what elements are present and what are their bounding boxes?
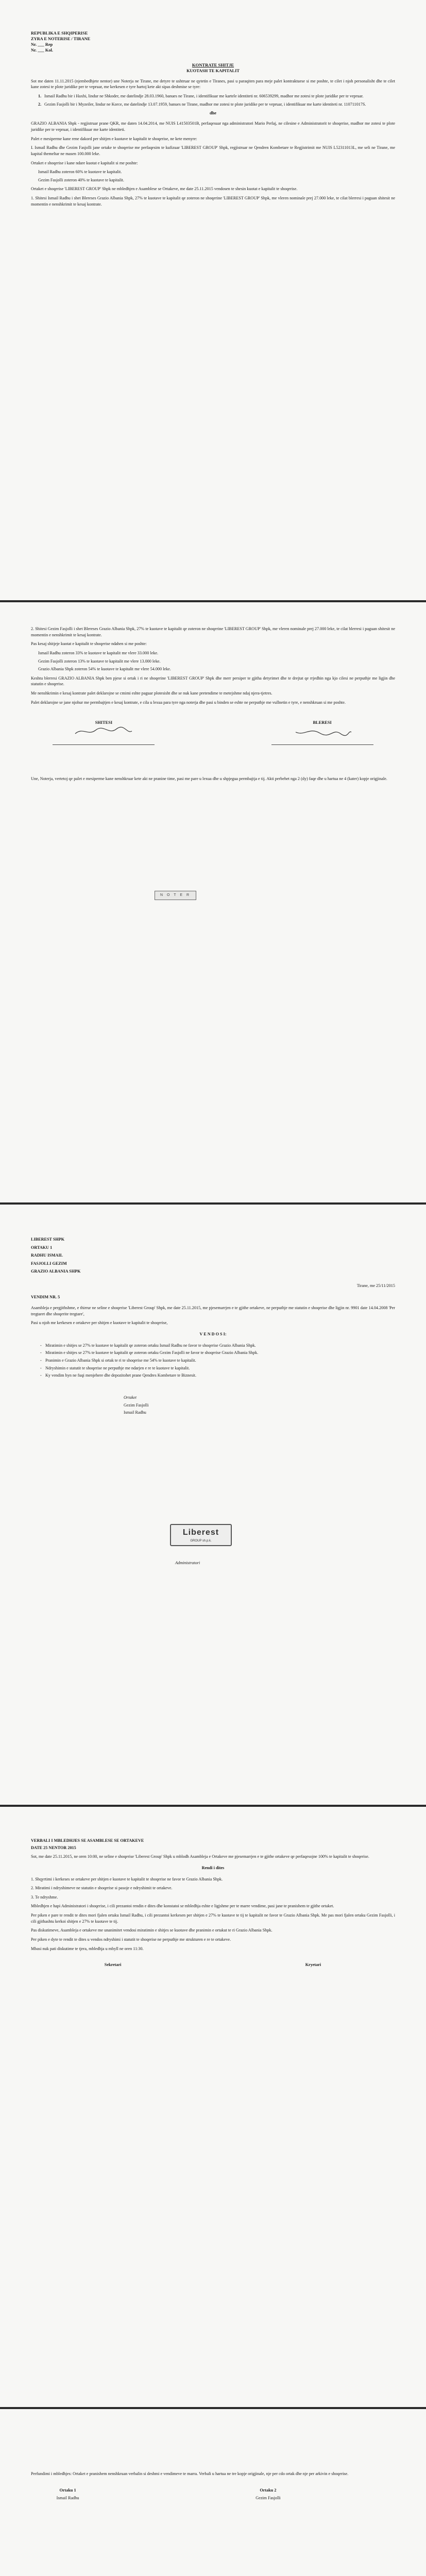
header-line: Nr. ___ Rep [31,42,53,47]
clause-paragraph: I. Ismail Radhu dhe Gezim Fasjolli jane ortake te shoqerise me perfaqesim te kufizuar 'LIBEREST GROUP' Shpk, regjistruar ne Qendren Kombetare te Regjistrimit me NUIS L52311013L, me seli ne Tirane, me kapital themeltar ne masen 100.000 leke. [31,145,395,156]
company-line: FASJOLLI GEZIM [31,1261,67,1266]
header-line: ZYRA E NOTERISE / TIRANE [31,36,91,41]
company-line: ORTAKU 1 [31,1245,53,1250]
company-line: RADHU ISMAIL [31,1253,63,1258]
signature-row [31,720,395,745]
header-line: Nr. ___ Kol. [31,47,53,53]
clause-paragraph: Ortaket e shoqerise 'LIBEREST GROUP' Shpk ne mbledhjen e Asamblese se Ortakeve, me date 25.11.2015 vendosen te shesin kuotat e kapitalit te shoqerise. [31,187,298,192]
buyer-signature-icon [249,726,395,737]
company-stamp-icon: Liberest GROUP sh.p.k. [170,1524,232,1546]
partners-block [124,1394,395,1417]
company-line: GRAZIO ALBANIA SHPK [31,1269,81,1274]
partner-name: Gezim Fasjolli [124,1402,149,1408]
minutes-paragraph: Sot, me date 25.11.2015, ne oren 10:00, ne seline e shoqerise 'Liberest Group' Shpk u mblodh Asambleja e Ortakeve me pjesemarrjen e te gjithe ortakeve qe perfaqesojne 100% te kapitalit te shoqerise. [31,1854,369,1859]
buyer-label: BLERESI [313,720,332,725]
agenda-item: 2. Miratimi i ndryshimeve ne statutin e shoqerise si pasoje e ndryshimit te ortakeve. [31,1886,173,1891]
decision-bullet: - Ndryshimin e statutit te shoqerise ne perputhje me ndarjen e re te kuotave te kapitalit. [40,1365,190,1370]
partner-label: Ortaku 1 [59,2487,76,2493]
document-page-5 [0,2409,426,2576]
clause-paragraph: Keshtu blerresi GRAZIO ALBANIA Shpk ben pjese si ortak i ri ne shoqerine 'LIBEREST GROUP' Shpk dhe merr persiper te gjitha detyrimet dhe te drejtat qe rrjedhin nga kjo cilesi ne perputhje me ligjin dhe statutin e shoqerise. [31,675,395,687]
minutes-paragraph: Per piken e dyte te rendit te dites u vendos ndryshimi i statutit te shoqerise ne perputhje me strukturen e re te ortakeve. [31,1937,231,1942]
party-item: 1. Ismail Radhu bir i Haxhi, lindur ne Shkoder, me datelindje 28.03.1960, banues ne Tirane, i identifikuar me kartele identiteti nr. 606539299, madhor me zotesi te plote juridike per te vepruar. [38,94,364,99]
decision-bullet: - Ky vendim hyn ne fuqi menjehere dhe depozitohet prane Qendres Kombetare te Biznesit. [40,1373,197,1378]
minutes-title: VERBALI I MBLEDHJES SE ASAMBLESE SE ORTAKEVE [31,1838,144,1843]
minutes-paragraph: Mbasi nuk pati diskutime te tjera, mbledhja u mbyll ne oren 11:30. [31,1946,144,1951]
and-label: dhe [209,111,217,116]
minutes-date: DATE 25 NENTOR 2015 [31,1845,76,1850]
clause-paragraph: Grazio Albania Shpk zoteron 54% te kuotave te kapitalit me vlere 54.000 leke. [38,667,171,672]
buyer-paragraph: GRAZIO ALBANIA Shpk - regjistruar prane QKR, me daten 14.04.2014, me NUIS L41503501B, perfaqesuar nga administratori Mario Perlaj, ne cilesine e Administratorit te shoqerise, madhor me zotesi te plote juridike per te vepruar, i identifikuar me karte identiteti. [31,121,395,132]
notary-stamp-icon: N O T E R [155,891,196,900]
minutes-paragraph: Mbledhjen e hapi Administratori i shoqerise, i cili prezantoi rendin e dites dhe konstatoi se mbledhja eshte e ligjshme per te marre vendime, pasi jane te pranishem te gjithe ortaket. [31,1904,334,1909]
agenda-title: Rendi i dites [201,1865,225,1870]
partner-name: Gezim Fasjolli [255,2496,281,2501]
decision-bullet: - Pranimin e Grazio Albania Shpk si ortak te ri te shoqerise me 54% te kuotave te kapitalit. [40,1358,196,1363]
document-page-2 [0,602,426,1202]
clause-paragraph: Palet deklarojne se jane njohur me permbajtjen e kesaj kontrate, e cila u lexua para tyre nga noterja dhe pasi u binden se eshte ne perputhje me vullnetin e tyre, e nenshkruan si me poshte. [31,700,346,705]
document-page-3 [0,1205,426,1805]
company-line: LIBEREST SHPK [31,1237,65,1242]
signature-row [31,1962,395,1968]
contract-title: KONTRATE SHITJE [192,62,234,67]
seller-signature-icon [31,726,177,737]
decision-paragraph: Pasi u njoh me kerkesen e ortakeve per shitjen e kuotave te kapitalit te shoqerise, [31,1320,168,1326]
intro-paragraph: Sot me daten 11.11.2015 (njembedhjete nentor) une Noterja ne Tirane, me detyre te ushtruar ne qytetin e Tiranes, pasi u paraqiten para meje palet kontraktuese si me poshte, te cilet i njoh personalisht dhe te cilet kane zotesi te plote juridike per te vepruar, me kerkesen e tyre hartoj kete akt sipas deshmise se tyre: [31,78,395,90]
clause-paragraph: Ortaket e shoqerise i kane ndare kuotat e kapitalit si me poshte: [31,160,138,165]
company-block [31,1235,395,1276]
clause-paragraph: 2. Shitesi Gezim Fasjolli i shet Blereses Grazio Albania Shpk, 27% te kuotave te kapitalit qe zoteron ne shoqerine 'LIBEREST GROUP' Shpk, me vleren nominale prej 27.000 leke, te cilat blerresi i paguan shitesit ne momentin e nenshkrimit te kesaj kontrate. [31,626,395,637]
document-page-4 [0,1807,426,2407]
clause-paragraph: 1. Shitesi Ismail Radhu i shet Blereses Grazio Albania Shpk, 27% te kuotave te kapitalit qe zoteron ne shoqerine 'LIBEREST GROUP' Shpk, me vleren nominale prej 27.000 leke, te cilat blerresi i paguan shitesit ne momentin e nenshkrimit te kesaj kontrate. [31,196,395,207]
chairman-label: Kryetari [305,1962,321,1968]
document-header [31,31,395,54]
decision-bullet: - Miratimin e shitjes se 27% te kuotave te kapitalit qe zoteron ortaku Gezim Fasjolli ne favor te shoqerise Grazio Albania Shpk. [40,1350,259,1355]
clause-paragraph: Me nenshkrimin e kesaj kontrate palet deklarojne se cmimi eshte paguar plotesisht dhe se nuk kane pretendime te metejshme ndaj njera-tjetres. [31,691,272,696]
decision-number: VENDIM NR. 5 [31,1294,60,1299]
administrator-label: Administratori [175,1561,200,1565]
clause-paragraph: Palet e mesiperme kane rene dakord per shitjen e kuotave te kapitalit te shoqerise, ne kete menyre: [31,136,197,141]
agenda-item: 1. Shqyrtimi i kerkeses se ortakeve per shitjen e kuotave te kapitalit te shoqerise ne favor te Grazio Albania Shpk. [31,1876,223,1882]
decision-paragraph: Asambleja e pergjithshme, e thirrur ne seline e shoqerise 'Liberest Group' Shpk, me date 25.11.2015, me pjesemarrjen e te gjithe ortakeve, ne perputhje me statutin e shoqerise dhe ligjin nr. 9901 date 14.04.2008 'Per tregtaret dhe shoqerite tregtare', [31,1306,395,1316]
partners-label: Ortaket [124,1395,137,1400]
party-item: 2. Gezim Fasjolli bir i Myzeiler, lindur ne Korce, me datelindje 13.07.1959, banues ne Tirane, madhor me zotesi te plote juridike per te vepruar, i identifikuar me karte identiteti nr. 110711017S. [38,101,366,107]
decision-bullet: - Miratimin e shitjes se 27% te kuotave te kapitalit qe zoteron ortaku Ismail Radhu ne favor te shoqerise Grazio Albania Shpk. [40,1343,256,1348]
clause-paragraph: Gezim Fasjolli zoteron 40% te kuotave te kapitalit. [38,177,124,182]
clause-paragraph: Pas kesaj shitjeje kuotat e kapitalit te shoqerise ndahen si me poshte: [31,641,147,647]
clause-paragraph: Ismail Radhu zoteron 33% te kuotave te kapitalit me vlere 33.000 leke. [38,650,159,655]
partner-name: Ismail Radhu [124,1410,146,1415]
seller-label: SHITESI [95,720,113,725]
clause-paragraph: Ismail Radhu zoteron 60% te kuotave te kapitalit. [38,170,122,175]
signature-row [31,2487,395,2501]
minutes-paragraph: Per piken e pare te rendit te dites mori fjalen ortaku Ismail Radhu, i cili prezantoi kerkesen per shitjen e 27% te kuotave te tij te kapitalit ne favor te Grazio Albania Shpk. Me pas mori fjalen ortaku Gezim Fasjolli, i cili gjithashtu kerkoi shitjen e 27% te kuotave te tij. [31,1913,395,1924]
secretary-label: Sekretari [104,1962,122,1968]
minutes-paragraph: Pas diskutimeve, Asambleja e ortakeve me unanimitet vendosi miratimin e shitjes se kuotave dhe pranimin e ortakut te ri Grazio Albania Shpk. [31,1928,272,1933]
notary-paragraph: Une, Noterja, vertetoj qe palet e mesiperme kane nenshkruar kete akt ne pranine time, pasi me pare u lexua dhe u shpjegua permbajtja e tij. Akti perbehet nga 2 (dy) faqe dhe u hartua ne 4 (kater) kopje origjinale. [31,776,387,782]
header-line: REPUBLIKA E SHQIPERISE [31,31,88,36]
minutes-paragraph: Perfundimi i mbledhjes: Ortaket e pranishem nenshkruan verbalin si deshmi e vendimeve te marra. Verbali u hartua ne tre kopje origjinale, nje per cdo ortak dhe nje per arkivin e shoqerise. [31,2471,349,2476]
document-page-1 [0,0,426,600]
clause-paragraph: Gezim Fasjolli zoteron 13% te kuotave te kapitalit me vlere 13.000 leke. [38,658,161,664]
contract-subtitle: KUOTASH TE KAPITALIT [186,68,240,73]
partner-name: Ismail Radhu [56,2496,79,2501]
partner-label: Ortaku 2 [260,2487,277,2493]
agenda-item: 3. Te ndryshme. [31,1894,58,1900]
document-date: Tirane, me 25/11/2015 [356,1283,395,1288]
decision-heading: V E N D O S I: [199,1332,227,1337]
